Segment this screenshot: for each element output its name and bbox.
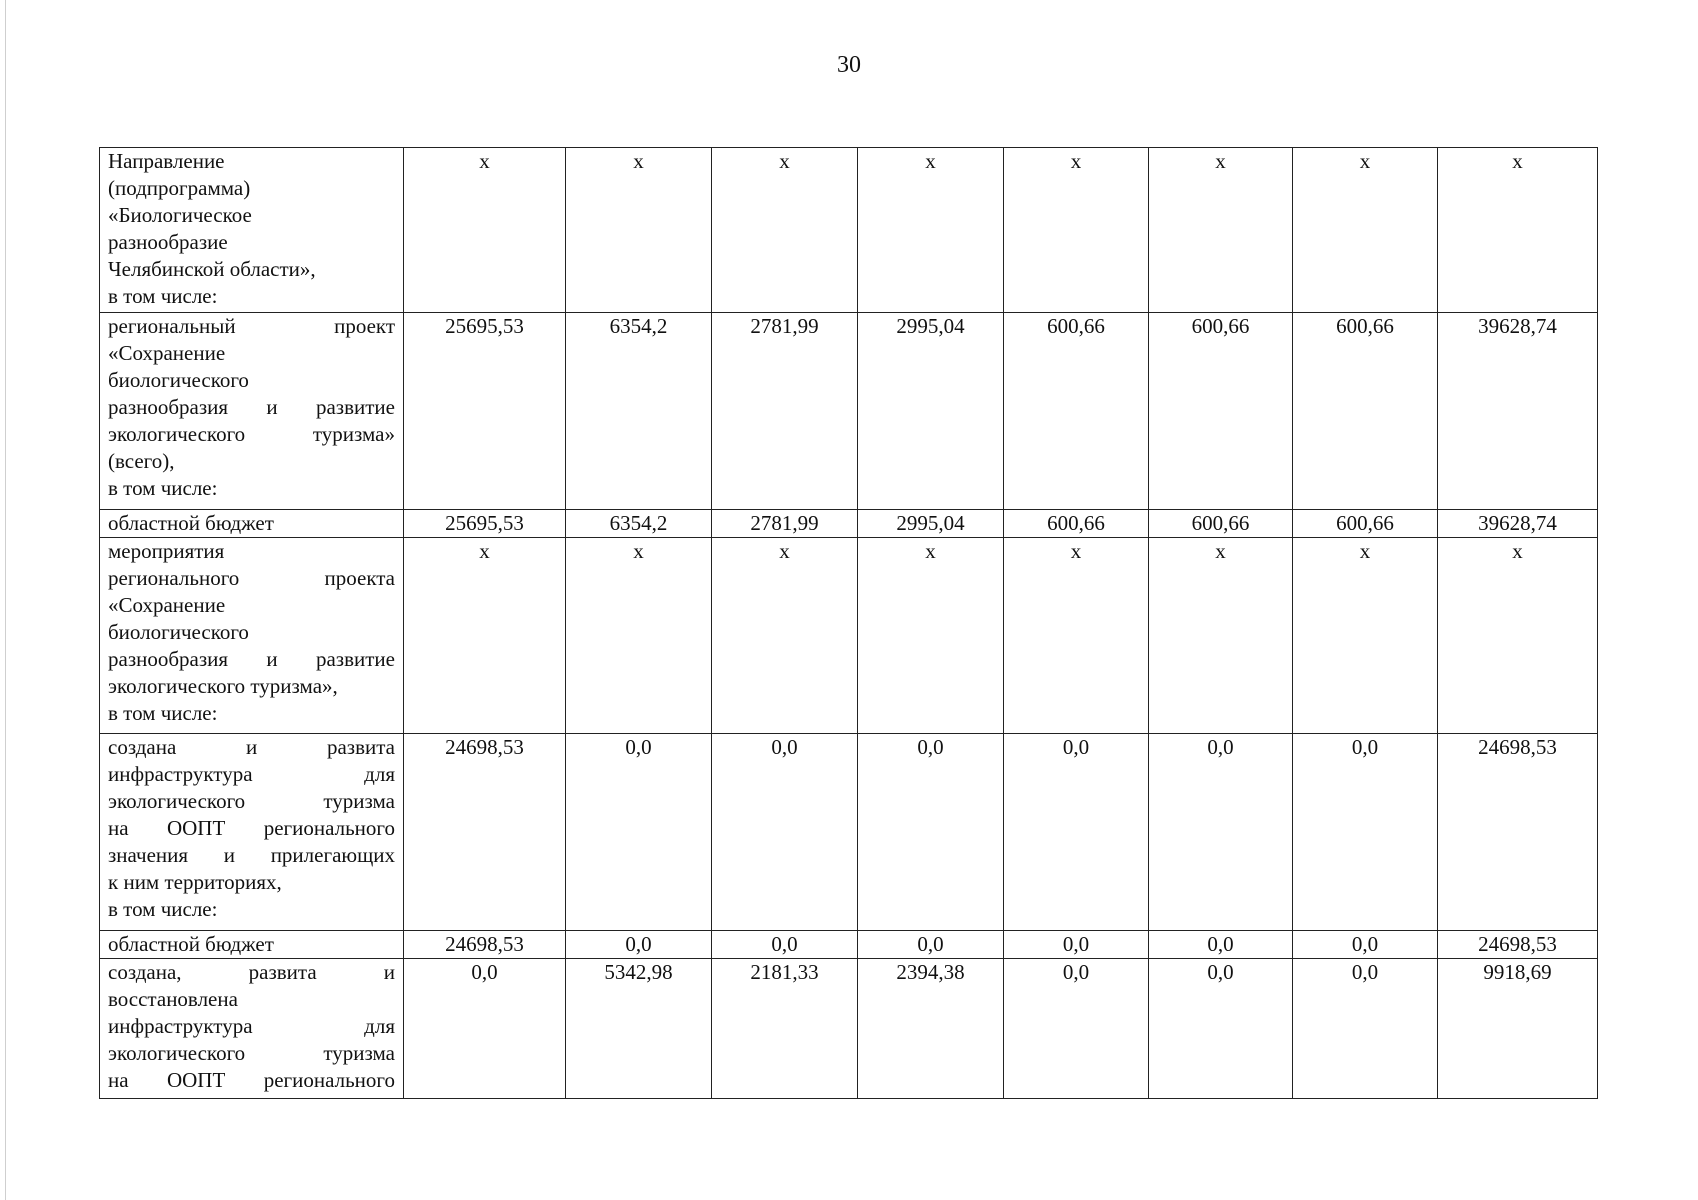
value-cell: 25695,53 — [404, 313, 566, 510]
page-number: 30 — [837, 52, 861, 78]
value-cell: 0,0 — [566, 734, 712, 931]
table-row — [100, 510, 1598, 538]
value-cell: 9918,69 — [1438, 959, 1598, 1099]
row-label: Направление (подпрограмма) «Биологическое разнообразие Челябинской области», в том числе: — [100, 148, 404, 313]
value-cell: 25695,53 — [404, 510, 566, 538]
value-cell: 0,0 — [1004, 931, 1149, 959]
value-cell: 2394,38 — [858, 959, 1004, 1099]
value-cell: 0,0 — [566, 931, 712, 959]
value-cell: х — [858, 538, 1004, 734]
table-row — [100, 734, 1598, 931]
value-cell: х — [712, 538, 858, 734]
value-cell: х — [1149, 148, 1293, 313]
value-cell: 600,66 — [1004, 313, 1149, 510]
value-cell: 6354,2 — [566, 510, 712, 538]
table-row — [100, 313, 1598, 510]
value-cell: 0,0 — [1293, 931, 1438, 959]
value-cell: 0,0 — [712, 931, 858, 959]
row-label: региональный проект «Сохранение биологического разнообразия и развитие экологического туризма» (всего), в том числе: — [100, 313, 404, 510]
value-cell: х — [1004, 538, 1149, 734]
value-cell: х — [1438, 148, 1598, 313]
value-cell: 5342,98 — [566, 959, 712, 1099]
value-cell: х — [566, 538, 712, 734]
row-label: мероприятия регионального проекта «Сохранение биологического разнообразия и развитие экологического туризма», в том числе: — [100, 538, 404, 734]
value-cell: 24698,53 — [1438, 734, 1598, 931]
scan-edge-line — [5, 0, 6, 1200]
value-cell: х — [404, 538, 566, 734]
value-cell: 0,0 — [1149, 931, 1293, 959]
value-cell: 2181,33 — [712, 959, 858, 1099]
value-cell: 600,66 — [1149, 510, 1293, 538]
table-row — [100, 959, 1598, 1099]
value-cell: 600,66 — [1149, 313, 1293, 510]
value-cell: 600,66 — [1293, 510, 1438, 538]
value-cell: х — [1438, 538, 1598, 734]
value-cell: х — [1149, 538, 1293, 734]
value-cell: 24698,53 — [404, 931, 566, 959]
value-cell: 39628,74 — [1438, 313, 1598, 510]
row-label: создана и развита инфраструктура для экологического туризма на ООПТ регионального значения и прилегающих к ним территориях, в том числе: — [100, 734, 404, 931]
value-cell: 24698,53 — [1438, 931, 1598, 959]
row-label: областной бюджет — [100, 510, 404, 538]
value-cell: 0,0 — [858, 734, 1004, 931]
value-cell: 0,0 — [858, 931, 1004, 959]
value-cell: 0,0 — [1004, 959, 1149, 1099]
value-cell: 0,0 — [1149, 959, 1293, 1099]
value-cell: 2781,99 — [712, 510, 858, 538]
value-cell: 2995,04 — [858, 510, 1004, 538]
value-cell: 2995,04 — [858, 313, 1004, 510]
value-cell: х — [566, 148, 712, 313]
value-cell: 0,0 — [404, 959, 566, 1099]
value-cell: х — [1293, 148, 1438, 313]
table-row — [100, 148, 1598, 313]
value-cell: х — [712, 148, 858, 313]
value-cell: х — [1293, 538, 1438, 734]
value-cell: х — [858, 148, 1004, 313]
value-cell: 600,66 — [1293, 313, 1438, 510]
table-row — [100, 538, 1598, 734]
value-cell: х — [1004, 148, 1149, 313]
value-cell: 0,0 — [1293, 959, 1438, 1099]
budget-table — [99, 147, 1598, 1099]
value-cell: 0,0 — [1149, 734, 1293, 931]
value-cell: 600,66 — [1004, 510, 1149, 538]
row-label: областной бюджет — [100, 931, 404, 959]
value-cell: 24698,53 — [404, 734, 566, 931]
value-cell: 2781,99 — [712, 313, 858, 510]
value-cell: 39628,74 — [1438, 510, 1598, 538]
row-label: создана, развита и восстановлена инфраструктура для экологического туризма на ООПТ регионального — [100, 959, 404, 1099]
value-cell: 0,0 — [712, 734, 858, 931]
value-cell: 0,0 — [1293, 734, 1438, 931]
table-body — [100, 148, 1598, 1099]
value-cell: 0,0 — [1004, 734, 1149, 931]
value-cell: 6354,2 — [566, 313, 712, 510]
table-row — [100, 931, 1598, 959]
value-cell: х — [404, 148, 566, 313]
